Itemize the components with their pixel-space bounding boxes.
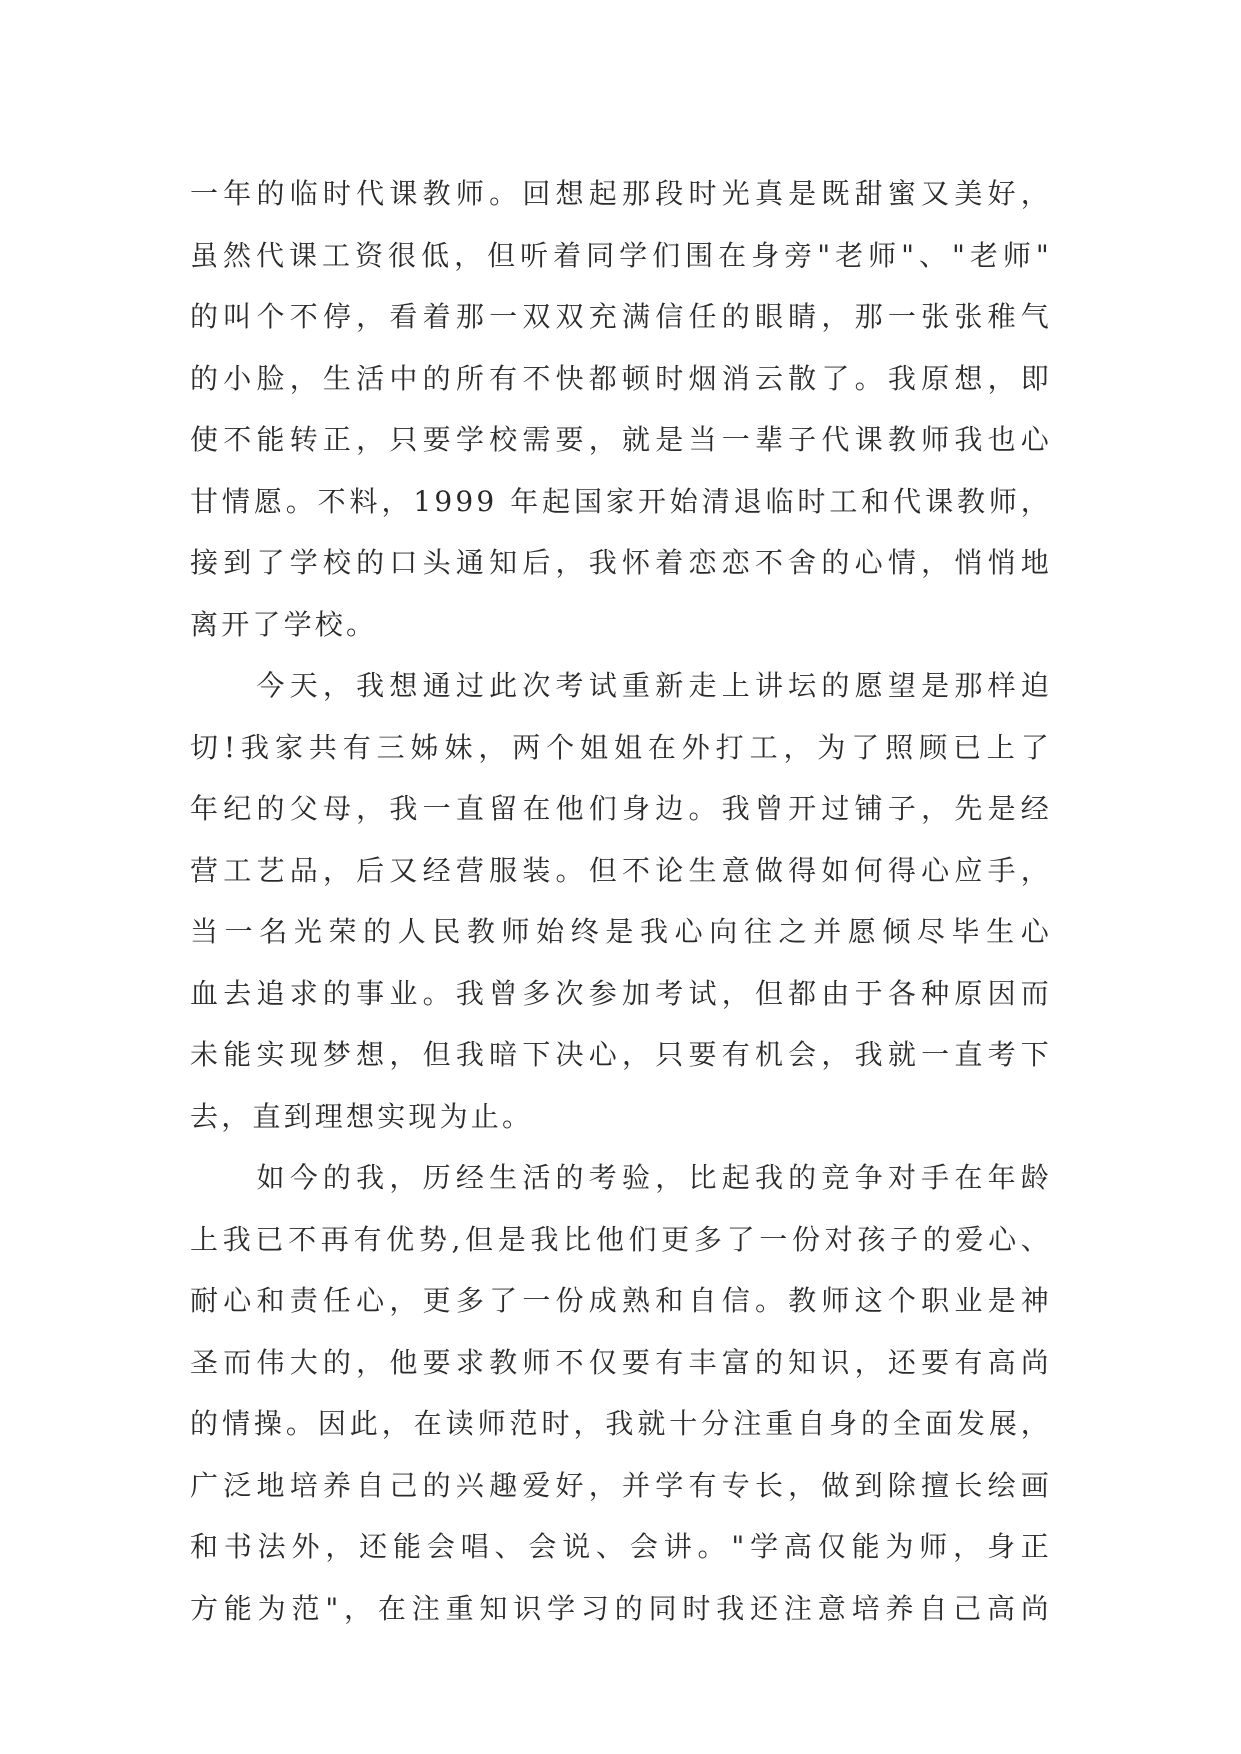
text-line: 虽然代课工资很低，但听着同学们围在身旁"老师"、"老师" (190, 238, 1052, 272)
text-line: 切!我家共有三姊妹，两个姐姐在外打工，为了照顾已上了 (190, 730, 1052, 764)
text-line: 今天，我想通过此次考试重新走上讲坛的愿望是那样迫 (190, 669, 1052, 702)
text-line: 上我已不再有优势,但是我比他们更多了一份对孩子的爱心、 (190, 1222, 1052, 1256)
text-line: 圣而伟大的，他要求教师不仅要有丰富的知识，还要有高尚 (190, 1345, 1052, 1379)
text-line: 的叫个不停，看着那一双双充满信任的眼睛，那一张张稚气 (190, 300, 1052, 333)
text-line: 营工艺品，后又经营服装。但不论生意做得如何得心应手， (190, 853, 1052, 887)
text-line: 如今的我，历经生活的考验，比起我的竞争对手在年龄 (190, 1161, 1052, 1194)
text-line: 和书法外，还能会唱、会说、会讲。"学高仅能为师，身正 (190, 1530, 1052, 1563)
text-line: 血去追求的事业。我曾多次参加考试，但都由于各种原因而 (190, 976, 1052, 1010)
text-line: 耐心和责任心，更多了一份成熟和自信。教师这个职业是神 (190, 1284, 1052, 1317)
text-line: 的小脸，生活中的所有不快都顿时烟消云散了。我原想，即 (190, 361, 1052, 395)
text-line: 当一名光荣的人民教师始终是我心向往之并愿倾尽毕生心 (190, 915, 1052, 948)
text-line: 接到了学校的口头通知后，我怀着恋恋不舍的心情，悄悄地 (190, 546, 1052, 579)
text-line: 甘情愿。不料，1999 年起国家开始清退临时工和代课教师， (190, 484, 1052, 518)
text-line: 未能实现梦想，但我暗下决心，只要有机会，我就一直考下 (190, 1038, 1052, 1071)
text-line: 年纪的父母，我一直留在他们身边。我曾开过铺子，先是经 (190, 792, 1052, 825)
text-line: 一年的临时代课教师。回想起那段时光真是既甜蜜又美好， (190, 177, 1052, 210)
text-line: 方能为范"，在注重知识学习的同时我还注意培养自己高尚 (190, 1591, 1052, 1625)
text-line: 使不能转正，只要学校需要，就是当一辈子代课教师我也心 (190, 423, 1052, 456)
text-line: 离开了学校。 (190, 607, 378, 641)
text-line: 广泛地培养自己的兴趣爱好，并学有专长，做到除擅长绘画 (190, 1468, 1052, 1502)
body-text (190, 163, 1052, 1639)
text-line: 去，直到理想实现为止。 (190, 1099, 534, 1133)
text-line: 的情操。因此，在读师范时，我就十分注重自身的全面发展， (190, 1407, 1052, 1440)
